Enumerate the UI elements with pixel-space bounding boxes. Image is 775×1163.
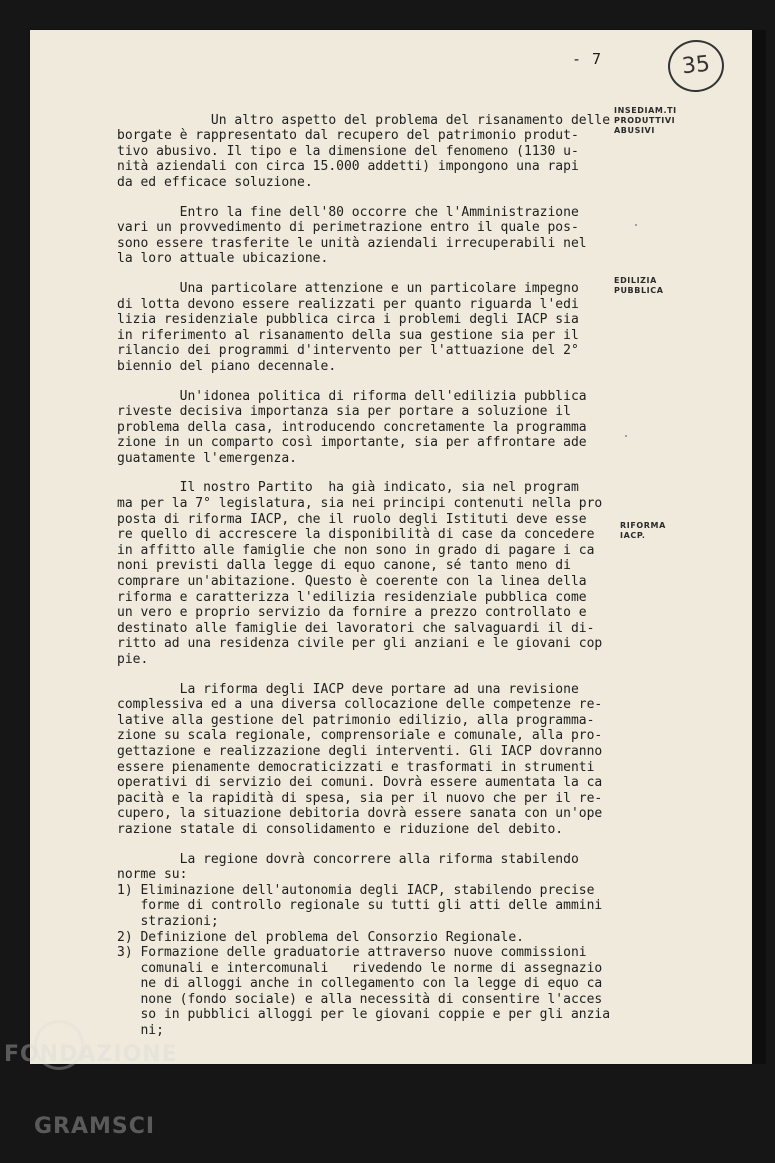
paragraph-nostro-partito: Il nostro Partito ha già indicato, sia nel program ma per la 7° legislatura, sia nei principi contenuti nella pro posta di riforma IACP, che il ruolo degli Istituti deve esse re quello di accrescere la disponibilità di case da concedere in affitto alle famiglie che non sono in grado di pagare i ca noni previsti dalla legge di equo canone, sé tanto meno di comprare un'abitazione. Questo è coerente con la linea della riforma e caratterizza l'edilizia residenziale pubblica come un vero e proprio servizio da fornire a prezzo controllato e destinato alle famiglie dei lavoratori che salvaguardi il di- ritto ad una residenza civile per gli anziani e le giovani cop pie. (117, 480, 603, 667)
paragraph-abusive-production: Un altro aspetto del problema del risanamento delle borgate è rappresentato dal recupero del patrimonio produt- tivo abusivo. Il tipo e la dimensione del fenomeno (1130 u- nità aziendali con circa 15.000 addetti) impongono una rapi da ed efficace soluzione. (117, 112, 611, 190)
list-item-2: 2) Definizione del problema del Consorzio Regionale. (117, 929, 524, 945)
paragraph-regione: La regione dovrà concorrere alla riforma stabilendo norme su: (117, 851, 579, 883)
speck (635, 224, 637, 226)
list-item-3: 3) Formazione delle graduatorie attraverso nuove commissioni comunali e intercomunali rivedendo le norme di assegnazio ne di alloggi anche in collegamento con la legge di equo ca none (fondo sociale) e alla necessità di consentire l'acces so in pubblici alloggi per le giovani coppie e per gli anzia ni; (117, 945, 611, 1039)
folio-stamp: 35 (665, 37, 726, 95)
paragraph-perimetrazione: Entro la fine dell'80 occorre che l'Amministrazione vari un provvedimento di perimetrazione entro il quale pos- sono essere trasferite le unità aziendali irrecuperabili nel la loro attuale ubicazione. (117, 204, 587, 267)
watermark-line-2: GRAMSCI (34, 1114, 156, 1139)
document-body (117, 97, 612, 1039)
margin-note-insediamenti: INSEDIAM.TI PRODUTTIVI ABUSIVI (614, 106, 677, 135)
list-item-1: 1) Eliminazione dell'autonomia degli IACP, stabilendo precise forme di controllo regionale su tutti gli atti delle ammini strazioni; (117, 882, 603, 929)
watermark (4, 995, 178, 1163)
paragraph-politica-riforma: Un'idonea politica di riforma dell'edilizia pubblica riveste decisiva importanza sia per portare a soluzione il problema della casa, introducendo concretamente la programma zione in un comparto così importante, sia per affrontare ade guatamente l'emergenza. (117, 388, 587, 466)
watermark-line-1: FONDAZIONE (4, 1042, 178, 1067)
paragraph-edilizia-pubblica: Una particolare attenzione e un particolare impegno di lotta devono essere realizzati per quanto riguarda l'edi lizia residenziale pubblica circa i problemi degli IACP sia in riferimento al risanamento della sua gestione sia per il rilancio dei programmi d'intervento per l'attuazione del 2° biennio del piano decennale. (117, 280, 579, 374)
speck (625, 435, 627, 437)
page-number: - 7 (572, 50, 603, 68)
paragraph-riforma-iacp: La riforma degli IACP deve portare ad una revisione complessiva ed a una diversa collocazione delle competenze re- lative alla gestione del patrimonio edilizio, alla programma- zione su scala regionale, comprensoriale e comunale, alla pro- gettazione e realizzazione degli interventi. Gli IACP dovranno essere pienamente democraticizzati e trasformati in strumenti operativi di servizio dei comuni. Dovrà essere aumentata la ca pacità e la rapidità di spesa, sia per il nuovo che per il re- cupero, la situazione debitoria dovrà essere sanata con un'ope razione statale di consolidamento e riduzione del debito. (117, 681, 603, 837)
scan-edge (752, 30, 766, 1064)
margin-note-riforma: RIFORMA IACP. (620, 521, 666, 540)
margin-note-edilizia: EDILIZIA PUBBLICA (614, 276, 664, 295)
